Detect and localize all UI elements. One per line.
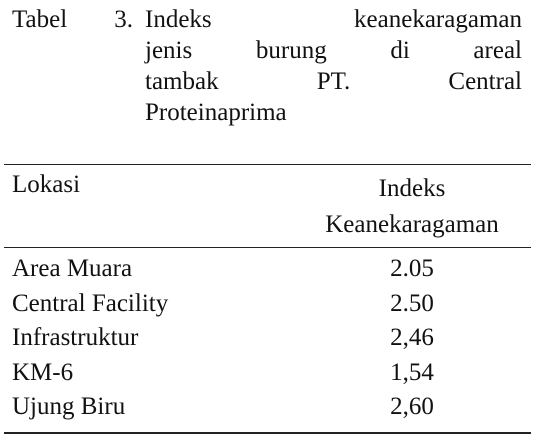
caption-label: Tabel [12,6,68,33]
caption-line: Indeks keanekaragaman [145,6,522,33]
caption-text [145,4,522,128]
cell-lokasi: Central Facility [12,289,169,317]
cell-indeks: 2.05 [390,255,434,282]
table-row [0,255,539,290]
cell-lokasi: Infrastruktur [12,324,139,351]
bottom-rule [4,432,531,434]
table-row [0,290,539,325]
cell-lokasi: Area Muara [12,255,133,282]
header-rule [4,247,531,248]
caption-line: tambak PT. Central [145,68,522,95]
column-header-lokasi: Lokasi [12,171,81,198]
caption-number [12,4,145,128]
cell-indeks: 2,60 [390,393,434,420]
column-header-line: Keanekaragaman [325,211,499,238]
caption-index: 3. [114,6,133,33]
table-row [0,393,539,428]
diversity-index-table [0,164,539,428]
cell-indeks: 2.50 [390,289,434,317]
column-header-line: Indeks [378,175,446,202]
column-header-indeks [292,171,532,243]
table-header [0,165,539,247]
cell-lokasi: KM-6 [12,358,74,386]
cell-indeks: 1,54 [390,358,434,386]
caption-line: Proteinaprima [145,99,287,126]
table-body [0,255,539,428]
caption-line: jenis burung di areal [145,37,522,64]
table-row [0,324,539,359]
table-caption [12,4,522,128]
cell-lokasi: Ujung Biru [12,393,126,420]
cell-indeks: 2,46 [390,324,434,351]
table-row [0,359,539,394]
